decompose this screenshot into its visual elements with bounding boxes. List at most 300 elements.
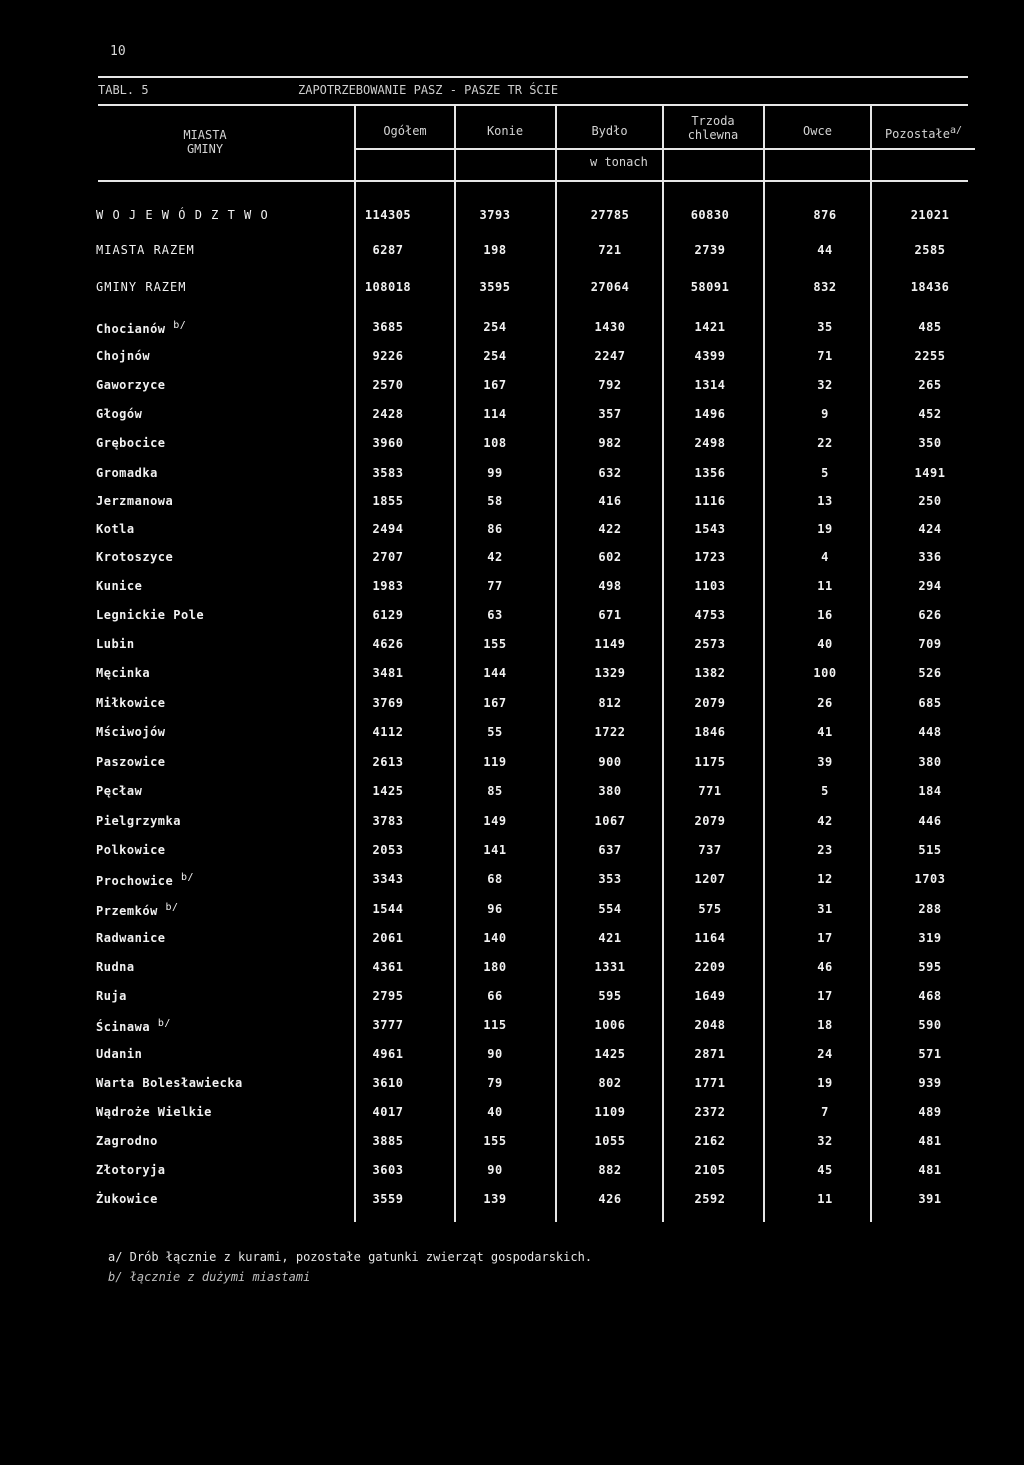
table-row xyxy=(0,378,1024,396)
table-cell: 1855 xyxy=(372,494,404,508)
table-cell: 721 xyxy=(598,243,622,257)
column-header-line: Konie xyxy=(486,124,524,138)
table-cell: 90 xyxy=(487,1163,503,1177)
table-cell: 350 xyxy=(918,436,942,450)
table-row xyxy=(0,784,1024,802)
table-cell: 1164 xyxy=(694,931,726,945)
table-cell: 2079 xyxy=(694,696,726,710)
table-cell: 2739 xyxy=(694,243,726,257)
table-cell: 2255 xyxy=(914,349,946,363)
row-name xyxy=(96,989,127,1003)
rule-header-mid xyxy=(355,148,975,150)
table-cell: 41 xyxy=(817,725,833,739)
table-cell: 1331 xyxy=(594,960,626,974)
table-cell: 802 xyxy=(598,1076,622,1090)
row-name xyxy=(96,407,142,421)
table-cell: 3343 xyxy=(372,872,404,886)
table-cell: 485 xyxy=(918,320,942,334)
table-cell: 468 xyxy=(918,989,942,1003)
table-cell: 45 xyxy=(817,1163,833,1177)
column-header-line: Ogółem xyxy=(383,124,427,138)
table-cell: 40 xyxy=(817,637,833,651)
table-cell: 17 xyxy=(817,931,833,945)
row-name-text: Głogów xyxy=(96,407,143,421)
row-name xyxy=(96,608,204,622)
table-cell: 2707 xyxy=(372,550,404,564)
table-cell: 3583 xyxy=(372,466,404,480)
table-cell: 2795 xyxy=(372,989,404,1003)
table-row xyxy=(0,1134,1024,1152)
table-cell: 167 xyxy=(483,378,507,392)
table-cell: 685 xyxy=(918,696,942,710)
table-cell: 1544 xyxy=(372,902,404,916)
table-cell: 626 xyxy=(918,608,942,622)
table-row xyxy=(0,755,1024,773)
table-cell: 46 xyxy=(817,960,833,974)
row-name xyxy=(96,550,173,564)
row-name-text: Pęcław xyxy=(96,784,143,798)
table-row xyxy=(0,494,1024,512)
table-cell: 24 xyxy=(817,1047,833,1061)
row-name-text: MIASTA RAZEM xyxy=(96,243,195,257)
table-cell: 23 xyxy=(817,843,833,857)
table-row xyxy=(0,1047,1024,1065)
column-header-line: chlewna xyxy=(687,128,739,142)
rule-title-bottom xyxy=(98,104,968,106)
table-row xyxy=(0,320,1024,338)
row-name xyxy=(96,755,166,769)
row-name-text: Polkowice xyxy=(96,843,166,857)
row-name-text: Gromadka xyxy=(96,466,158,480)
table-cell: 16 xyxy=(817,608,833,622)
table-row xyxy=(0,960,1024,978)
table-cell: 2585 xyxy=(914,243,946,257)
row-name-text: Ruja xyxy=(96,989,127,1003)
table-row xyxy=(0,349,1024,367)
table-row xyxy=(0,725,1024,743)
table-cell: 2105 xyxy=(694,1163,726,1177)
table-cell: 3793 xyxy=(479,208,511,222)
rule-header-bottom xyxy=(98,180,968,182)
table-cell: 96 xyxy=(487,902,503,916)
table-cell: 1722 xyxy=(594,725,626,739)
table-cell: 2494 xyxy=(372,522,404,536)
row-name-text: Jerzmanowa xyxy=(96,494,174,508)
table-cell: 632 xyxy=(598,466,622,480)
table-cell: 882 xyxy=(598,1163,622,1177)
table-cell: 60830 xyxy=(690,208,730,222)
row-name-text: Prochowice xyxy=(96,874,174,888)
table-cell: 140 xyxy=(483,931,507,945)
table-cell: 357 xyxy=(598,407,622,421)
table-cell: 939 xyxy=(918,1076,942,1090)
row-name-text: Grębocice xyxy=(96,436,166,450)
table-cell: 6129 xyxy=(372,608,404,622)
row-name-text: Zagrodno xyxy=(96,1134,158,1148)
table-cell: 3685 xyxy=(372,320,404,334)
row-name-text: Rudna xyxy=(96,960,135,974)
table-cell: 2061 xyxy=(372,931,404,945)
row-name xyxy=(96,725,166,739)
table-cell: 198 xyxy=(483,243,507,257)
table-cell: 21021 xyxy=(910,208,950,222)
table-cell: 575 xyxy=(698,902,722,916)
table-cell: 1846 xyxy=(694,725,726,739)
table-cell: 35 xyxy=(817,320,833,334)
table-cell: 876 xyxy=(813,208,837,222)
table-cell: 426 xyxy=(598,1192,622,1206)
table-cell: 422 xyxy=(598,522,622,536)
table-cell: 63 xyxy=(487,608,503,622)
column-header xyxy=(360,124,450,138)
table-row xyxy=(0,407,1024,425)
table-cell: 18436 xyxy=(910,280,950,294)
table-cell: 416 xyxy=(598,494,622,508)
row-name-text: Legnickie Pole xyxy=(96,608,205,622)
table-cell: 1430 xyxy=(594,320,626,334)
row-name-text: Pielgrzymka xyxy=(96,814,181,828)
footnote-marker: a/ xyxy=(949,125,963,136)
row-name xyxy=(96,666,150,680)
table-row xyxy=(0,696,1024,714)
table-cell: 421 xyxy=(598,931,622,945)
row-name-text: Żukowice xyxy=(96,1192,158,1206)
row-name xyxy=(96,931,166,945)
table-cell: 424 xyxy=(918,522,942,536)
table-cell: 812 xyxy=(598,696,622,710)
table-cell: 452 xyxy=(918,407,942,421)
table-row xyxy=(0,1192,1024,1210)
table-cell: 68 xyxy=(487,872,503,886)
row-name xyxy=(96,522,135,536)
table-row xyxy=(0,872,1024,890)
row-name-text: Miłkowice xyxy=(96,696,166,710)
table-cell: 3960 xyxy=(372,436,404,450)
table-cell: 4626 xyxy=(372,637,404,651)
row-name-text: Męcinka xyxy=(96,666,151,680)
table-cell: 2613 xyxy=(372,755,404,769)
row-name xyxy=(96,843,166,857)
table-cell: 11 xyxy=(817,1192,833,1206)
table-cell: 13 xyxy=(817,494,833,508)
row-name xyxy=(96,696,166,710)
table-cell: 155 xyxy=(483,1134,507,1148)
footnote-a: a/ Drób łącznie z kurami, pozostałe gatunki zwierząt gospodarskich. xyxy=(108,1250,593,1264)
table-cell: 1055 xyxy=(594,1134,626,1148)
table-cell: 336 xyxy=(918,550,942,564)
table-cell: 22 xyxy=(817,436,833,450)
table-cell: 4961 xyxy=(372,1047,404,1061)
table-cell: 1103 xyxy=(694,579,726,593)
table-cell: 119 xyxy=(483,755,507,769)
table-cell: 2079 xyxy=(694,814,726,828)
table-cell: 637 xyxy=(598,843,622,857)
table-cell: 4017 xyxy=(372,1105,404,1119)
table-row xyxy=(0,1018,1024,1036)
table-cell: 1543 xyxy=(694,522,726,536)
row-name xyxy=(96,280,186,294)
table-cell: 1329 xyxy=(594,666,626,680)
table-cell: 85 xyxy=(487,784,503,798)
table-cell: 141 xyxy=(483,843,507,857)
table-cell: 250 xyxy=(918,494,942,508)
table-cell: 2570 xyxy=(372,378,404,392)
table-cell: 31 xyxy=(817,902,833,916)
table-cell: 737 xyxy=(698,843,722,857)
table-cell: 380 xyxy=(918,755,942,769)
table-cell: 1382 xyxy=(694,666,726,680)
row-name xyxy=(96,902,179,918)
table-cell: 481 xyxy=(918,1134,942,1148)
column-header-line: Owce xyxy=(803,124,832,138)
table-row xyxy=(0,637,1024,655)
table-cell: 55 xyxy=(487,725,503,739)
table-cell: 42 xyxy=(487,550,503,564)
table-cell: 554 xyxy=(598,902,622,916)
row-name xyxy=(96,784,142,798)
row-name xyxy=(96,872,194,888)
table-cell: 1006 xyxy=(594,1018,626,1032)
row-name-text: Warta Bolesławiecka xyxy=(96,1076,243,1090)
row-name xyxy=(96,466,158,480)
table-cell: 3481 xyxy=(372,666,404,680)
row-name xyxy=(96,1047,142,1061)
table-title-row xyxy=(98,83,968,99)
row-name-text: Chocianów xyxy=(96,322,166,336)
table-cell: 100 xyxy=(813,666,837,680)
table-cell: 114305 xyxy=(364,208,412,222)
row-name-text: Przemków xyxy=(96,904,158,918)
table-cell: 1109 xyxy=(594,1105,626,1119)
table-cell: 4112 xyxy=(372,725,404,739)
table-cell: 1425 xyxy=(594,1047,626,1061)
table-cell: 4361 xyxy=(372,960,404,974)
table-cell: 42 xyxy=(817,814,833,828)
row-name xyxy=(96,320,186,336)
table-cell: 602 xyxy=(598,550,622,564)
table-cell: 44 xyxy=(817,243,833,257)
row-name xyxy=(96,494,173,508)
table-cell: 114 xyxy=(483,407,507,421)
table-cell: 526 xyxy=(918,666,942,680)
row-name-text: Kotla xyxy=(96,522,135,536)
table-cell: 12 xyxy=(817,872,833,886)
table-cell: 1425 xyxy=(372,784,404,798)
table-row xyxy=(0,989,1024,1007)
row-name xyxy=(96,960,135,974)
table-row xyxy=(0,550,1024,568)
table-cell: 900 xyxy=(598,755,622,769)
table-cell: 288 xyxy=(918,902,942,916)
table-cell: 180 xyxy=(483,960,507,974)
table-cell: 144 xyxy=(483,666,507,680)
row-name xyxy=(96,436,166,450)
table-cell: 2053 xyxy=(372,843,404,857)
table-cell: 17 xyxy=(817,989,833,1003)
table-row xyxy=(0,436,1024,454)
table-cell: 1175 xyxy=(694,755,726,769)
table-cell: 184 xyxy=(918,784,942,798)
table-cell: 11 xyxy=(817,579,833,593)
table-cell: 9 xyxy=(821,407,829,421)
unit-label: w tonach xyxy=(590,155,648,169)
table-cell: 481 xyxy=(918,1163,942,1177)
row-name-text: Mściwojów xyxy=(96,725,166,739)
row-name xyxy=(96,1076,243,1090)
table-cell: 391 xyxy=(918,1192,942,1206)
table-cell: 19 xyxy=(817,522,833,536)
table-row xyxy=(0,1163,1024,1181)
table-cell: 58091 xyxy=(690,280,730,294)
table-cell: 3783 xyxy=(372,814,404,828)
table-cell: 595 xyxy=(918,960,942,974)
row-name xyxy=(96,378,166,392)
column-header xyxy=(770,124,865,138)
table-cell: 3559 xyxy=(372,1192,404,1206)
table-label: TABL. 5 xyxy=(98,83,149,97)
table-cell: 86 xyxy=(487,522,503,536)
row-name xyxy=(96,814,181,828)
row-name xyxy=(96,243,195,257)
table-cell: 3885 xyxy=(372,1134,404,1148)
table-cell: 2428 xyxy=(372,407,404,421)
table-cell: 1649 xyxy=(694,989,726,1003)
table-cell: 90 xyxy=(487,1047,503,1061)
table-row xyxy=(0,814,1024,832)
row-name-text: Radwanice xyxy=(96,931,166,945)
table-cell: 671 xyxy=(598,608,622,622)
row-name xyxy=(96,1163,166,1177)
stub-header-line: MIASTA xyxy=(183,128,227,142)
table-cell: 294 xyxy=(918,579,942,593)
row-name-text: W O J E W Ó D Z T W O xyxy=(96,208,269,222)
footnote-b: b/ łącznie z dużymi miastami xyxy=(108,1270,311,1284)
row-name xyxy=(96,1192,158,1206)
table-cell: 77 xyxy=(487,579,503,593)
table-cell: 1314 xyxy=(694,378,726,392)
table-cell: 108 xyxy=(483,436,507,450)
table-cell: 2573 xyxy=(694,637,726,651)
table-cell: 18 xyxy=(817,1018,833,1032)
table-cell: 1067 xyxy=(594,814,626,828)
table-cell: 1207 xyxy=(694,872,726,886)
table-cell: 1496 xyxy=(694,407,726,421)
footnotes xyxy=(108,1250,592,1290)
row-name-text: Kunice xyxy=(96,579,143,593)
table-cell: 1356 xyxy=(694,466,726,480)
table-row xyxy=(0,280,1024,298)
table-row xyxy=(0,931,1024,949)
table-row xyxy=(0,902,1024,920)
table-cell: 27785 xyxy=(590,208,630,222)
table-cell: 2048 xyxy=(694,1018,726,1032)
table-cell: 99 xyxy=(487,466,503,480)
table-cell: 498 xyxy=(598,579,622,593)
table-cell: 1723 xyxy=(694,550,726,564)
row-name xyxy=(96,637,135,651)
table-cell: 2372 xyxy=(694,1105,726,1119)
table-row xyxy=(0,522,1024,540)
page-number: 10 xyxy=(110,44,126,59)
table-cell: 66 xyxy=(487,989,503,1003)
row-name-text: Krotoszyce xyxy=(96,550,174,564)
table-cell: 380 xyxy=(598,784,622,798)
stub-header-line: GMINY xyxy=(186,142,224,156)
table-cell: 3610 xyxy=(372,1076,404,1090)
table-row xyxy=(0,579,1024,597)
table-cell: 595 xyxy=(598,989,622,1003)
row-name xyxy=(96,579,142,593)
row-name xyxy=(96,1134,158,1148)
row-name-text: Gaworzyce xyxy=(96,378,166,392)
table-cell: 254 xyxy=(483,320,507,334)
table-cell: 139 xyxy=(483,1192,507,1206)
table-cell: 319 xyxy=(918,931,942,945)
table-row xyxy=(0,208,1024,226)
table-cell: 32 xyxy=(817,378,833,392)
table-cell: 1421 xyxy=(694,320,726,334)
table-cell: 32 xyxy=(817,1134,833,1148)
row-name xyxy=(96,1105,212,1119)
column-header-line: Trzoda xyxy=(691,114,735,128)
table-cell: 2592 xyxy=(694,1192,726,1206)
table-row xyxy=(0,1076,1024,1094)
table-cell: 155 xyxy=(483,637,507,651)
table-cell: 792 xyxy=(598,378,622,392)
table-cell: 5 xyxy=(821,784,829,798)
row-name-text: Wądroże Wielkie xyxy=(96,1105,212,1119)
table-cell: 446 xyxy=(918,814,942,828)
table-cell: 254 xyxy=(483,349,507,363)
table-cell: 167 xyxy=(483,696,507,710)
table-cell: 71 xyxy=(817,349,833,363)
table-cell: 58 xyxy=(487,494,503,508)
table-row xyxy=(0,843,1024,861)
row-name xyxy=(96,349,150,363)
column-header xyxy=(562,124,657,138)
column-header-line: Bydło xyxy=(591,124,628,138)
table-cell: 448 xyxy=(918,725,942,739)
row-name-text: Ścinawa xyxy=(96,1020,151,1034)
table-cell: 4753 xyxy=(694,608,726,622)
table-cell: 590 xyxy=(918,1018,942,1032)
table-cell: 1983 xyxy=(372,579,404,593)
table-title: ZAPOTRZEBOWANIE PASZ - PASZE TR ŚCIE xyxy=(298,83,559,97)
column-header xyxy=(460,124,550,138)
table-cell: 115 xyxy=(483,1018,507,1032)
footnote-marker: b/ xyxy=(157,1018,171,1029)
stub-header xyxy=(150,128,260,156)
table-cell: 79 xyxy=(487,1076,503,1090)
table-cell: 40 xyxy=(487,1105,503,1119)
table-cell: 4 xyxy=(821,550,829,564)
table-cell: 489 xyxy=(918,1105,942,1119)
row-name xyxy=(96,208,269,222)
table-cell: 5 xyxy=(821,466,829,480)
table-row xyxy=(0,608,1024,626)
table-cell: 3769 xyxy=(372,696,404,710)
row-name-text: Paszowice xyxy=(96,755,166,769)
footnote-marker: b/ xyxy=(173,320,187,331)
table-cell: 26 xyxy=(817,696,833,710)
rule-top xyxy=(98,76,968,78)
table-cell: 2209 xyxy=(694,960,726,974)
column-header xyxy=(668,114,758,142)
table-cell: 27064 xyxy=(590,280,630,294)
table-cell: 9226 xyxy=(372,349,404,363)
table-cell: 19 xyxy=(817,1076,833,1090)
table-cell: 515 xyxy=(918,843,942,857)
